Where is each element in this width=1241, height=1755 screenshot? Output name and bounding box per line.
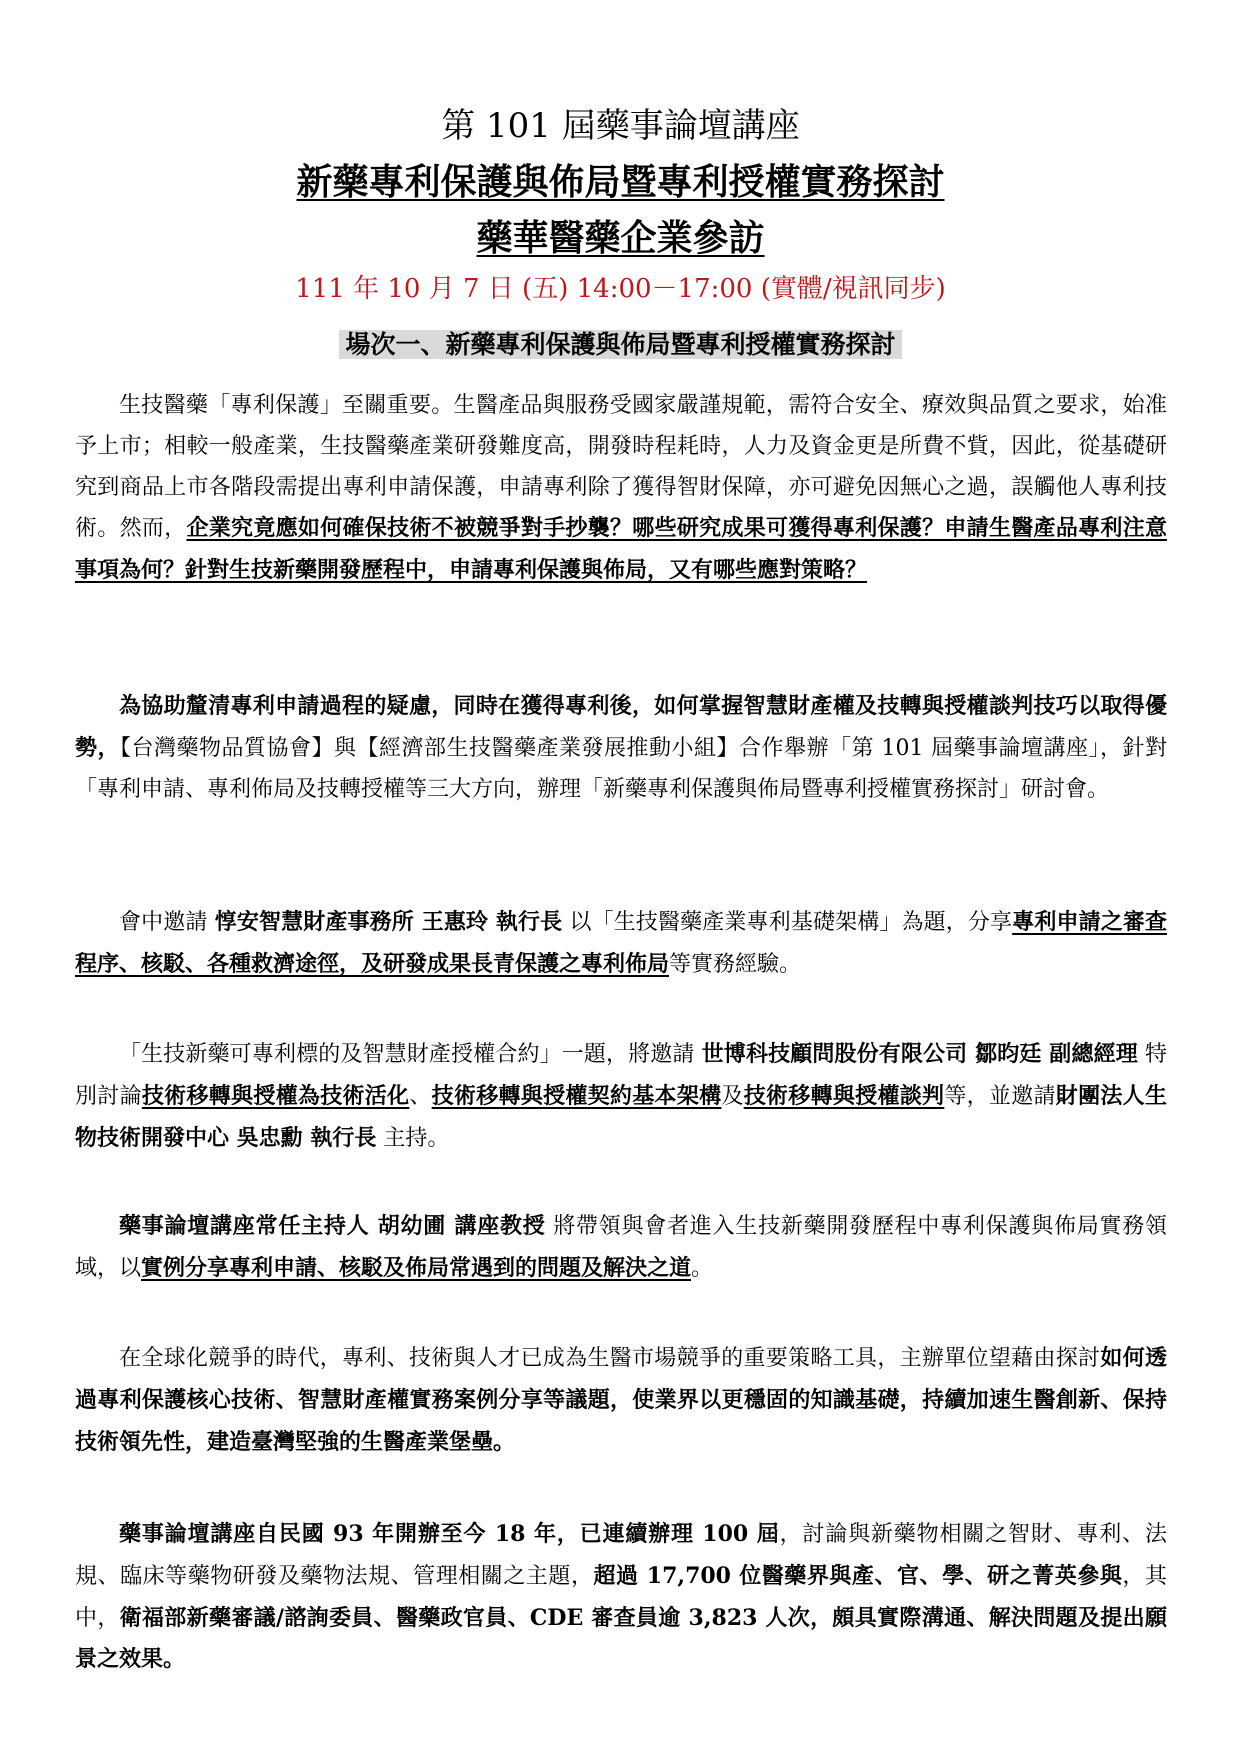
speaker-2-text: 特別討論 xyxy=(75,1042,1167,1109)
company-visit-title xyxy=(0,214,1241,262)
history-lead: 藥事論壇講座自民國 93 年開辦至今 18 年，已連續辦理 100 屆 xyxy=(119,1521,780,1547)
purpose-lead: 為協助釐清專利申請過程的疑慮，同時在獲得專利後，如何掌握智慧財產權及技轉與授權談判技巧以取得優勢， xyxy=(75,693,1167,761)
paragraph-purpose xyxy=(75,686,1167,810)
host-name: 藥事論壇講座常任主持人 胡幼圃 講座教授 xyxy=(119,1213,546,1239)
goal-text: 在全球化競爭的時代，專利、技術與人才已成為生醫市場競爭的重要策略工具，主辦單位望藉由探討 xyxy=(119,1346,1101,1371)
host-text: 將帶領與會者進入生技新藥開發歷程中專利保護與佈局實務領域，以 xyxy=(75,1214,1167,1281)
moderator-name: 財團法人生物技術開發中心 吳忠勳 執行長 xyxy=(75,1082,1167,1151)
history-text: ，討論與新藥物相關之智財、專利、法規、臨床等藥物研發及藥物法規、管理相關之主題， xyxy=(75,1522,1167,1589)
goal-highlight: 如何透過專利保護核心技術、智慧財產權實務案例分享等議題，使業界以更穩固的知識基礎，持續加速生醫創新、保持技術領先性，建造臺灣堅強的生醫產業堡壘。 xyxy=(75,1345,1167,1455)
speaker-1-highlight: 專利申請之審查程序、核駁、各種救濟途徑，及研發成果長青保護之專利佈局 xyxy=(75,909,1168,977)
speaker-2-name: 世博科技顧問股份有限公司 鄒昀廷 副總經理 xyxy=(701,1041,1138,1067)
speaker-1-tail: 等實務經驗。 xyxy=(669,951,802,977)
history-text-2: ，其中， xyxy=(75,1563,1167,1631)
paragraph-speaker-1 xyxy=(75,902,1167,986)
paragraph-history xyxy=(75,1514,1167,1681)
seminar-title xyxy=(0,158,1241,206)
company-visit-title-text: 藥華醫藥企業參訪 xyxy=(476,217,765,259)
event-date: 111 年 10 月 7 日 (五) 14:00－17:00 (實體/視訊同步) xyxy=(295,274,946,304)
seminar-title-text: 新藥專利保護與佈局暨專利授權實務探討 xyxy=(296,161,945,203)
speaker-2-sep-2: 及 xyxy=(721,1083,744,1109)
paragraph-host xyxy=(75,1206,1167,1290)
host-highlight: 實例分享專利申請、核駁及佈局常遇到的問題及解決之道 xyxy=(141,1254,692,1281)
speaker-2-tail: 主持。 xyxy=(376,1125,450,1151)
paragraph-intro xyxy=(75,386,1167,592)
paragraph-goal xyxy=(75,1338,1167,1463)
speaker-2-topic: 「生技新藥可專利標的及智慧財產授權合約」一題，將邀請 xyxy=(119,1042,702,1067)
host-tail: 。 xyxy=(691,1255,714,1281)
speaker-1-intro: 會中邀請 xyxy=(119,910,215,935)
intro-key-questions: 企業究竟應如何確保技術不被競爭對手抄襲？哪些研究成果可獲得專利保護？申請生醫產品專利注意事項為何？針對生技新藥開發歷程中，申請專利保護與佈局，又有哪些應對策略？ xyxy=(75,515,1167,584)
speaker-1-topic: 以「生技醫藥產業專利基礎架構」為題，分享 xyxy=(562,910,1013,935)
speaker-2-sep-1: 、 xyxy=(409,1083,432,1109)
history-participants: 超過 17,700 位醫藥界與產、官、學、研之菁英參與 xyxy=(593,1562,1123,1589)
speaker-1-name: 惇安智慧財產事務所 王惠玲 執行長 xyxy=(214,909,563,935)
purpose-text: 【台灣藥物品質協會】與【經濟部生技醫藥產業發展推動小組】合作舉辦「第 101 屆藥事論壇講座」，針對「專利申請、專利佈局及技轉授權等三大方向，辦理「新藥專利保護與佈局暨專利授權實務探討」研討會。 xyxy=(75,735,1167,802)
speaker-2-item-3: 技術移轉與授權談判 xyxy=(743,1082,945,1109)
section-heading xyxy=(0,322,1241,368)
speaker-2-item-2: 技術移轉與授權契約基本架構 xyxy=(431,1082,722,1109)
history-officials: 衛福部新藥審議/諮詢委員、醫藥政官員、CDE 審查員逾 3,823 人次，頗具實際溝通、解決問題及提出願景之效果。 xyxy=(75,1604,1167,1673)
speaker-2-item-1: 技術移轉與授權為技術活化 xyxy=(141,1082,410,1109)
paragraph-speaker-2 xyxy=(75,1034,1167,1159)
section-heading-text: 場次一、新藥專利保護與佈局暨專利授權實務探討 xyxy=(339,330,901,359)
event-title: 第 101 屆藥事論壇講座 xyxy=(441,106,800,146)
speaker-2-text-2: 等，並邀請 xyxy=(944,1083,1056,1109)
intro-text: 生技醫藥「專利保護」至關重要。生醫產品與服務受國家嚴謹規範，需符合安全、療效與品質之要求，始准予上市；相較一般產業，生技醫藥產業研發難度高，開發時程耗時，人力及資金更是所費不貲，因此，從基礎研究到商品上市各階段需提出專利申請保護，申請專利除了獲得智財保障，亦可避免因無心之過，誤觸他人專利技術。然而， xyxy=(75,393,1167,542)
